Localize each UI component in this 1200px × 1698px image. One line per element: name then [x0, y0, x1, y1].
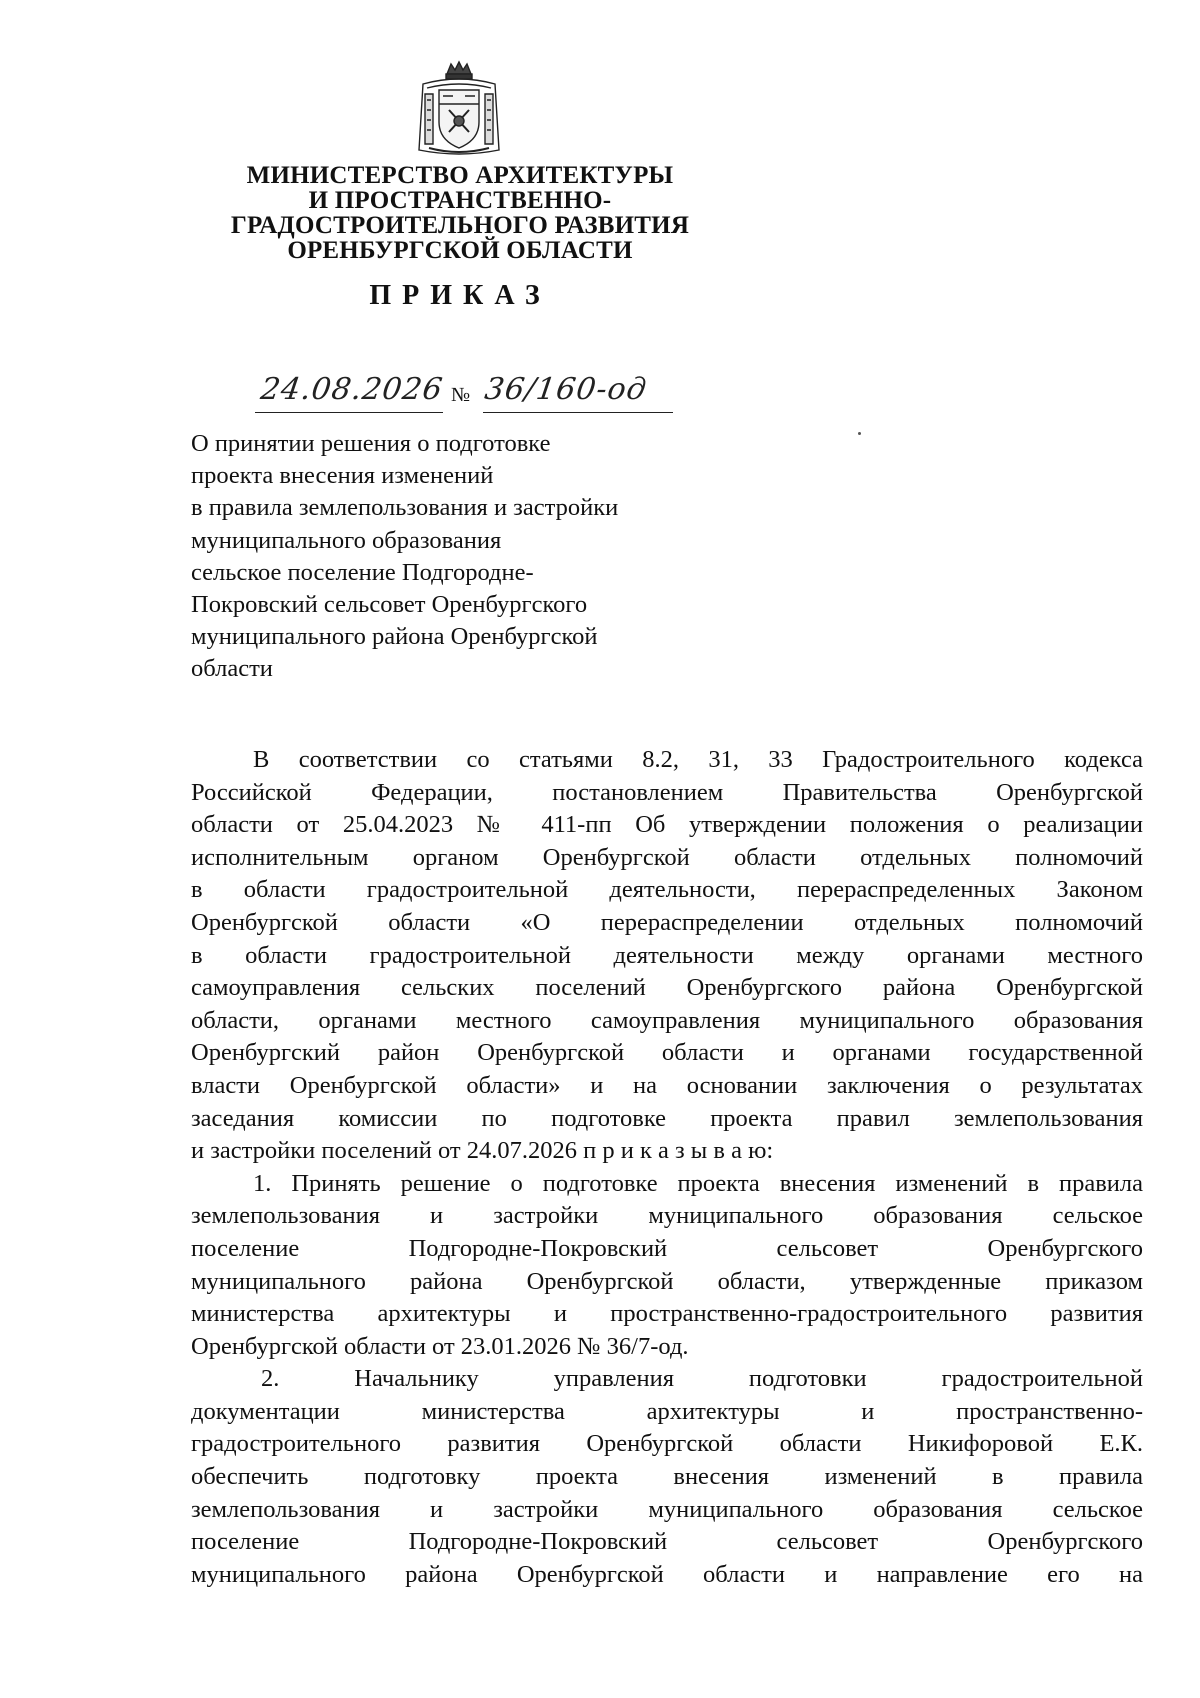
subject-line: в правила землепользования и застройки — [191, 494, 619, 522]
body-line: 2. Начальнику управления подготовки градостроительной — [261, 1365, 1143, 1393]
number-underline — [483, 412, 673, 413]
body-line: Оренбургской области «О перераспределении отдельных полномочий — [191, 908, 1143, 936]
body-line: поселение Подгородне-Покровский сельсовет Оренбургского — [191, 1528, 1143, 1556]
subject-line: О принятии решения о подготовке — [191, 430, 551, 457]
body-line: заседания комиссии по подготовке проекта правил землепользования — [191, 1104, 1143, 1132]
body-line: самоуправления сельских поселений Оренбургского района Оренбургской — [191, 974, 1143, 1002]
date-underline — [255, 412, 443, 413]
subject-line: муниципального района Оренбургской — [191, 623, 598, 651]
body-line: исполнительным органом Оренбургской области отдельных полномочий — [191, 843, 1143, 871]
body-line: градостроительного развития Оренбургской области Никифоровой Е.К. — [191, 1430, 1143, 1458]
body-line: власти Оренбургской области» и на основании заключения о результатах — [191, 1071, 1143, 1099]
ministry-line: И ПРОСТРАНСТВЕННО- — [308, 187, 612, 214]
scan-speck — [858, 432, 861, 435]
body-line: министерства архитектуры и пространственно-градостроительного развития — [191, 1300, 1143, 1328]
body-line: землепользования и застройки муниципального образования сельское — [191, 1202, 1143, 1230]
body-line: В соответствии со статьями 8.2, 31, 33 Градостроительного кодекса — [253, 746, 1143, 773]
body-line: в области градостроительной деятельности, перераспределенных Законом — [191, 876, 1143, 904]
subject-line: области — [191, 655, 273, 683]
subject-line: проекта внесения изменений — [191, 462, 494, 490]
body-line: 1. Принять решение о подготовке проекта внесения изменений в правила — [253, 1169, 1143, 1197]
order-body — [191, 744, 1143, 1591]
body-line: Оренбургской области от 23.01.2026 № 36/7-од. — [191, 1332, 689, 1360]
body-line: поселение Подгородне-Покровский сельсовет Оренбургского — [191, 1234, 1143, 1262]
coat-of-arms-icon — [413, 60, 505, 160]
document-type-title: ПРИКАЗ — [369, 280, 551, 311]
handwritten-date: 24.08.2026 — [258, 372, 446, 407]
body-line: Российской Федерации, постановлением Правительства Оренбургской — [191, 778, 1143, 806]
body-line: и застройки поселений от 24.07.2026 п р и к а з ы в а ю: — [191, 1137, 774, 1165]
body-line: области, органами местного самоуправления муниципального образования — [191, 1006, 1143, 1034]
body-line: обеспечить подготовку проекта внесения изменений в правила — [191, 1463, 1143, 1491]
ministry-line: ОРЕНБУРГСКОЙ ОБЛАСТИ — [287, 237, 633, 264]
ministry-line: ГРАДОСТРОИТЕЛЬНОГО РАЗВИТИЯ — [230, 212, 690, 239]
body-line: в области градостроительной деятельности между органами местного — [191, 941, 1143, 969]
subject-line: Покровский сельсовет Оренбургского — [191, 591, 588, 619]
registration-line — [255, 372, 675, 418]
handwritten-number: 36/160-од — [482, 372, 650, 407]
body-line: муниципального района Оренбургской области и направление его на — [191, 1560, 1143, 1588]
body-line: Оренбургский район Оренбургской области и органами государственной — [191, 1039, 1143, 1067]
body-line: области от 25.04.2023 № 411-пп Об утверждении положения о реализации — [191, 811, 1143, 839]
ministry-line: МИНИСТЕРСТВО АРХИТЕКТУРЫ — [246, 162, 674, 189]
ministry-name — [180, 163, 740, 263]
body-line: муниципального района Оренбургской области, утвержденные приказом — [191, 1267, 1143, 1295]
body-line: землепользования и застройки муниципального образования сельское — [191, 1495, 1143, 1523]
subject-line: сельское поселение Подгородне- — [191, 558, 534, 586]
number-sign: № — [451, 384, 471, 406]
subject-line: муниципального образования — [191, 526, 502, 554]
body-line: документации министерства архитектуры и пространственно- — [191, 1397, 1143, 1425]
order-subject — [191, 428, 711, 686]
